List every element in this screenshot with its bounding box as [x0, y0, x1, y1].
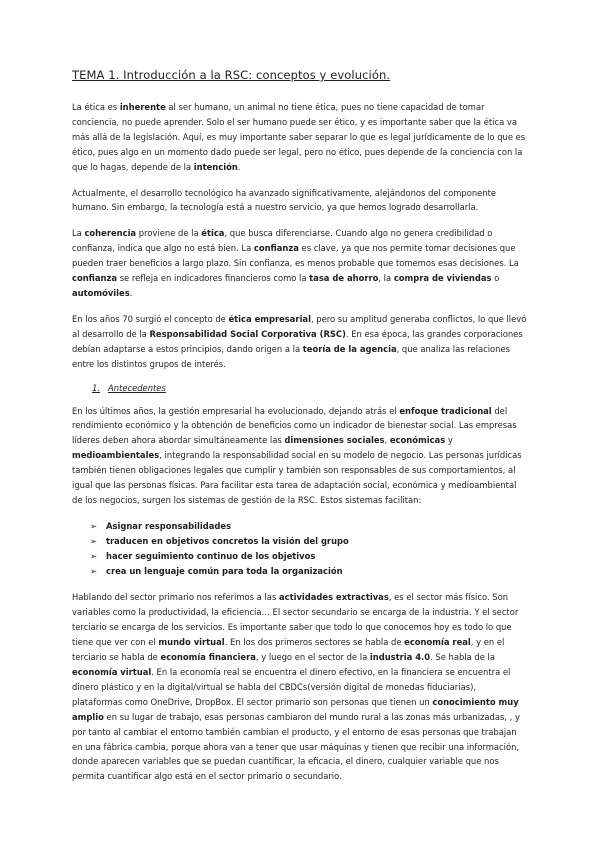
text-run: . En los dos primeros sectores se habla de [224, 637, 405, 648]
text-run: , la [378, 273, 394, 284]
text-run: La [72, 228, 85, 239]
list-item-text: Asignar responsabilidades [106, 520, 232, 531]
text-run: , que busca diferenciarse. Cuando algo no genera credibilidad o confianza, indica que algo no está bien. La [72, 228, 493, 254]
text-run: En los últimos años, la gestión empresarial ha evolucionado, dejando atrás el [72, 405, 400, 416]
list-item-text: traducen en objetivos concretos la visión del grupo [106, 535, 349, 546]
text-run: En los años 70 surgió el concepto de [72, 313, 229, 324]
list-item [90, 564, 528, 579]
bold-term: intención [193, 161, 238, 172]
bold-term: teoría de la agencia [302, 343, 397, 354]
bold-term: automóviles [72, 287, 130, 298]
bold-term: Responsabilidad Social Corporativa (RSC) [149, 328, 346, 339]
text-run: en su lugar de trabajo, esas personas cambiaron del mundo rural a las zonas más urbanizadas, , y por tanto al cambiar el entorno también cambian el producto, y el entorno de esas personas que trabajan en una fábrica cambia, porque ahora van a tener que usar máquinas y tienen que recibir una información, donde aparecen variables que se puedan cuantificar, la eficacia, el dinero, cualquier variable que nos permita cuantificar algo está en el sector primario o secundario. [72, 711, 520, 782]
list-item [90, 519, 528, 534]
text-run: . En la economía real se encuentra el dinero efectivo, en la financiera se encuentra el dinero plástico y en la digital/virtual se habla del CBDCs(versión digital de monedas fiduciarias), plataformas como OneDrive, DropBox. El sector primario son personas que tienen un [72, 667, 511, 707]
section-number: 1. [92, 382, 100, 393]
paragraph-coherencia [72, 226, 528, 301]
text-run: Actualmente, el desarrollo tecnológico ha avanzado significativamente, alejándonos del componente humano. Sin embargo, la tecnología está a nuestro servicio, ya que hemos logrado desarrollarla. [72, 187, 497, 213]
bold-term: inherente [119, 102, 166, 112]
text-run: se refleja en indicadores financieros como la [117, 273, 310, 284]
paragraph-etica [72, 100, 528, 175]
page-title: TEMA 1. Introducción a la RSC: conceptos y evolución. [72, 68, 391, 82]
section-label: Antecedentes [108, 382, 166, 393]
text-run: y [445, 435, 453, 446]
bold-term: conocimiento muy amplio [72, 696, 519, 722]
arrow-bullet-icon: ➢ [90, 520, 98, 531]
text-run: , que analiza las relaciones entre los distintos grupos de interés. [72, 343, 511, 369]
paragraph-tecnologia [72, 186, 528, 216]
text-run: , y en el terciario se habla de [72, 637, 505, 663]
bold-term: enfoque tradicional [399, 405, 492, 416]
text-run: del rendimiento económico y la obtención de beneficios como un indicador de bienestar social. Las empresas líderes deben ahora abordar simultáneamente las [72, 405, 517, 446]
list-item-text: hacer seguimiento continuo de los objetivos [106, 550, 316, 561]
text-run: es clave, ya que nos permite tomar decisiones que pueden traer beneficios a largo plazo. Sin confianza, es menos probable que tomemos esas decisiones. La [72, 243, 519, 269]
bold-term: economía virtual [72, 667, 152, 677]
bold-term: confianza [72, 273, 118, 284]
arrow-bullet-icon: ➢ [90, 550, 98, 561]
text-run: proviene de la [136, 228, 202, 239]
paragraph-gestion-empresarial [72, 404, 528, 508]
paragraph-sectores [72, 590, 528, 784]
list-item-text: crea un lenguaje común para toda la organización [106, 565, 343, 576]
bold-term: actividades extractivas [278, 592, 389, 603]
arrow-bullet-icon: ➢ [90, 565, 98, 576]
bold-term: mundo virtual [158, 637, 225, 648]
text-run: . Se habla de la [430, 652, 495, 663]
text-run: Hablando del sector primario nos referimos a las [72, 592, 279, 603]
text-run: , es el sector más físico. Son variables como la productividad, la eficiencia… El sector secundario se encarga de la industria. Y el sector terciario se encarga de los servicios. Es importante saber que todo lo que conocemos hoy es todo lo que tiene que ver con el [72, 592, 519, 648]
bold-term: tasa de ahorro [309, 273, 379, 284]
bold-term: coherencia [84, 228, 137, 239]
bold-term: ética empresarial [228, 313, 311, 324]
bold-term: compra de viviendas [393, 273, 492, 284]
text-run: , pero su amplitud generaba conflictos, lo que llevó al desarrollo de la [72, 313, 527, 339]
text-run: al ser humano, un animal no tiene ética, pues no tiene capacidad de tomar conciencia, no puede aprender. Solo el ser humano puede ser ético, y es importante saber que la ética va más allá de la legislación. Aquí, es muy importante saber separar lo que es legal jurídicamente de lo que es ético, pues algo en un momento dado puede ser legal, pero no ético, pues depende de la conciencia con la que lo hagas, depende de la [72, 102, 526, 172]
text-run: . [237, 161, 241, 172]
text-run: , y luego en el sector de la [255, 652, 370, 663]
bold-term: industria 4.0 [369, 652, 431, 663]
paragraph-etica-empresarial [72, 312, 528, 372]
bold-term: confianza [253, 243, 299, 254]
bold-term: medioambientales [72, 450, 160, 461]
bullet-list [90, 519, 528, 579]
list-item [90, 534, 528, 549]
bold-term: ética [201, 228, 225, 239]
bold-term: economía financiera [160, 652, 256, 663]
bold-term: económicas [389, 435, 446, 446]
text-run: La ética es [72, 102, 120, 112]
section-heading-antecedentes [92, 383, 528, 393]
bold-term: dimensiones sociales [284, 435, 385, 446]
bold-term: economía real [404, 637, 471, 648]
text-run: , integrando la responsabilidad social en su modelo de negocio. Las personas jurídicas también tienen obligaciones legales que cumplir y también son responsables de sus comportamientos, al igual que las personas físicas. Para facilitar esta tarea de adaptación social, económica y medioambiental de los negocios, surgen los sistemas de gestión de la RSC. Estos sistemas facilitan: [72, 450, 522, 505]
text-run: . En esa época, las grandes corporaciones debían adaptarse a estos principios, dando origen a la [72, 328, 523, 354]
text-run: . [129, 287, 133, 298]
list-item [90, 549, 528, 564]
arrow-bullet-icon: ➢ [90, 535, 98, 546]
text-run: , [384, 435, 390, 446]
text-run: o [491, 273, 500, 284]
